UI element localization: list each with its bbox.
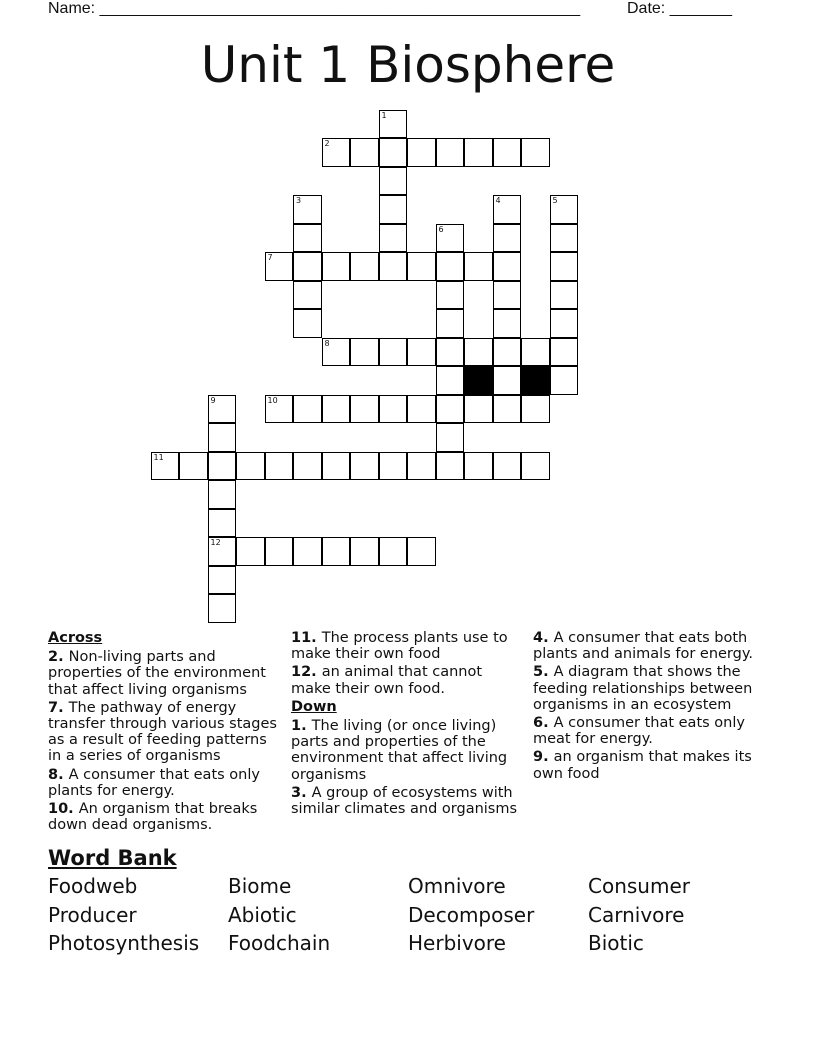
crossword-cell[interactable]	[208, 509, 237, 538]
crossword-cell[interactable]	[436, 138, 465, 167]
clue-item	[533, 630, 765, 662]
crossword-cell[interactable]	[236, 452, 265, 481]
word-bank-word: Omnivore	[408, 874, 506, 898]
crossword-cell[interactable]	[521, 452, 550, 481]
crossword-cell[interactable]	[436, 452, 465, 481]
crossword-cell[interactable]	[521, 338, 550, 367]
clue-number: 1	[381, 110, 387, 120]
clue-item	[291, 785, 523, 817]
crossword-cell[interactable]	[436, 309, 465, 338]
clue-number: 4	[495, 196, 501, 205]
crossword-cell[interactable]	[350, 252, 379, 281]
crossword-cell[interactable]	[436, 252, 465, 281]
clue-item	[533, 715, 765, 747]
clue-item	[48, 767, 280, 799]
crossword-cell[interactable]	[208, 566, 237, 595]
crossword-cell[interactable]	[208, 452, 237, 481]
clue-number: 9.	[533, 749, 554, 766]
clue-item	[48, 801, 280, 833]
crossword-cell[interactable]	[379, 195, 408, 224]
clue-item	[291, 664, 523, 696]
crossword-cell[interactable]	[236, 537, 265, 566]
crossword-cell[interactable]	[436, 366, 465, 395]
clue-number: 2.	[48, 649, 69, 666]
crossword-cell[interactable]	[350, 452, 379, 481]
crossword-cell[interactable]	[436, 281, 465, 310]
clue-text: A consumer that eats both plants and animals for energy.	[533, 630, 753, 663]
word-bank-word: Abiotic	[228, 903, 297, 927]
word-bank-word: Consumer	[588, 874, 690, 898]
crossword-cell[interactable]	[208, 423, 237, 452]
clue-text: A consumer that eats only plants for energy.	[48, 766, 260, 799]
crossword-cell[interactable]	[208, 395, 237, 424]
clue-item	[48, 649, 280, 698]
crossword-cell[interactable]	[293, 452, 322, 481]
crossword-cell[interactable]	[350, 537, 379, 566]
crossword-cell[interactable]	[379, 395, 408, 424]
word-bank-word: Photosynthesis	[48, 931, 200, 955]
word-bank-title: Word Bank	[48, 846, 177, 870]
clue-number: 3	[296, 196, 302, 205]
crossword-cell[interactable]	[493, 252, 522, 281]
crossword-cell[interactable]	[550, 224, 579, 253]
word-bank-word: Foodchain	[228, 931, 331, 955]
crossword-cell[interactable]	[464, 252, 493, 281]
crossword-cell[interactable]	[550, 338, 579, 367]
crossword-cell[interactable]	[208, 480, 237, 509]
clues-column-2	[291, 630, 523, 819]
clue-number: 6.	[533, 715, 554, 732]
crossword-cell[interactable]	[350, 395, 379, 424]
crossword-cell[interactable]	[293, 537, 322, 566]
crossword-cell[interactable]	[407, 252, 436, 281]
clue-number: 7	[267, 253, 273, 262]
clue-number: 5	[552, 196, 558, 205]
crossword-cell[interactable]	[151, 452, 180, 481]
across-heading: Across	[48, 630, 103, 646]
clue-text: The living (or once living) parts and properties of the environment that affect living organisms	[291, 718, 508, 783]
crossword-block-cell	[464, 366, 493, 395]
crossword-cell[interactable]	[493, 224, 522, 253]
clue-item	[533, 749, 765, 781]
crossword-cell[interactable]	[379, 452, 408, 481]
crossword-cell[interactable]	[493, 281, 522, 310]
clue-item	[533, 664, 765, 713]
clue-number: 8.	[48, 766, 69, 783]
crossword-cell[interactable]	[379, 537, 408, 566]
crossword-cell[interactable]	[493, 366, 522, 395]
crossword-cell[interactable]	[436, 224, 465, 253]
date-field-label[interactable]: Date: _______	[627, 0, 732, 17]
clue-number: 10.	[48, 801, 79, 818]
crossword-cell[interactable]	[550, 195, 579, 224]
clue-item	[48, 700, 280, 765]
crossword-cell[interactable]	[265, 252, 294, 281]
crossword-cell[interactable]	[493, 452, 522, 481]
clue-number: 8	[324, 338, 330, 348]
crossword-cell[interactable]	[521, 395, 550, 424]
across-clue-list	[48, 649, 280, 833]
clue-text: A diagram that shows the feeding relationships between organisms in an ecosystem	[533, 664, 753, 713]
name-field-label[interactable]: Name: ______________________________________________________	[48, 0, 581, 17]
crossword-cell[interactable]	[493, 309, 522, 338]
crossword-cell[interactable]	[550, 309, 579, 338]
crossword-cell[interactable]	[322, 252, 351, 281]
crossword-cell[interactable]	[379, 338, 408, 367]
clues-column-3	[533, 630, 765, 784]
clue-number: 7.	[48, 699, 69, 716]
crossword-cell[interactable]	[464, 138, 493, 167]
clues-column-1	[48, 630, 280, 835]
clue-number: 5.	[533, 664, 554, 681]
down-clue-list	[291, 718, 523, 817]
crossword-cell[interactable]	[265, 452, 294, 481]
word-bank-word: Herbivore	[408, 931, 506, 955]
clue-text: A group of ecosystems with similar climates and organisms	[291, 784, 518, 818]
word-bank-word: Biotic	[588, 931, 644, 955]
clue-number: 1.	[291, 718, 312, 735]
crossword-cell[interactable]	[322, 138, 351, 167]
across-clue-list-cont	[291, 630, 523, 697]
crossword-cell[interactable]	[293, 281, 322, 310]
page-title: Unit 1 Biosphere	[200, 36, 616, 94]
crossword-cell[interactable]	[493, 395, 522, 424]
clue-text: A consumer that eats only meat for energy.	[533, 715, 745, 748]
crossword-cell[interactable]	[379, 138, 408, 167]
crossword-cell[interactable]	[493, 195, 522, 224]
clue-item	[291, 718, 523, 783]
crossword-cell[interactable]	[322, 338, 351, 367]
crossword-cell[interactable]	[208, 594, 237, 623]
clue-text: an organism that makes its own food	[533, 749, 752, 782]
crossword-cell[interactable]	[493, 338, 522, 367]
word-bank-word: Biome	[228, 874, 292, 898]
crossword-cell[interactable]	[436, 338, 465, 367]
crossword-cell[interactable]	[350, 338, 379, 367]
crossword-cell[interactable]	[407, 138, 436, 167]
crossword-cell[interactable]	[322, 452, 351, 481]
down-clue-list-cont	[533, 630, 765, 782]
crossword-cell[interactable]	[464, 395, 493, 424]
word-bank-word: Carnivore	[588, 903, 685, 927]
crossword-cell[interactable]	[521, 138, 550, 167]
crossword-cell[interactable]	[407, 338, 436, 367]
crossword-cell[interactable]	[293, 252, 322, 281]
crossword-cell[interactable]	[379, 224, 408, 253]
clue-text: The pathway of energy transfer through various stages as a result of feeding patterns in a series of organisms	[48, 699, 277, 765]
crossword-cell[interactable]	[407, 452, 436, 481]
crossword-cell[interactable]	[322, 395, 351, 424]
clue-number: 9	[210, 395, 216, 405]
crossword-cell[interactable]	[322, 537, 351, 566]
crossword-cell[interactable]	[550, 281, 579, 310]
crossword-cell[interactable]	[493, 138, 522, 167]
clue-number: 11.	[291, 630, 322, 646]
crossword-cell[interactable]	[436, 395, 465, 424]
crossword-cell[interactable]	[379, 252, 408, 281]
clue-number: 10	[267, 395, 278, 405]
clue-number: 2	[324, 139, 330, 148]
clue-text: Non-living parts and properties of the environment that affect living organisms	[48, 649, 266, 698]
clue-text: An organism that breaks down dead organisms.	[48, 801, 258, 834]
crossword-cell[interactable]	[407, 395, 436, 424]
crossword-cell[interactable]	[550, 366, 579, 395]
crossword-cell[interactable]	[293, 224, 322, 253]
clue-number: 11	[153, 452, 164, 462]
crossword-cell[interactable]	[265, 395, 294, 424]
crossword-cell[interactable]	[208, 537, 237, 566]
clue-number: 12.	[291, 664, 322, 681]
clue-number: 12	[210, 538, 221, 547]
crossword-cell[interactable]	[350, 138, 379, 167]
crossword-cell[interactable]	[464, 338, 493, 367]
crossword-cell[interactable]	[464, 452, 493, 481]
clue-text: an animal that cannot make their own food.	[291, 664, 483, 697]
down-heading: Down	[291, 698, 337, 715]
word-bank-word: Producer	[48, 903, 137, 927]
word-bank-word: Foodweb	[48, 874, 138, 898]
crossword-cell[interactable]	[379, 167, 408, 196]
crossword-cell[interactable]	[293, 309, 322, 338]
crossword-cell[interactable]	[293, 195, 322, 224]
crossword-cell[interactable]	[379, 110, 408, 139]
crossword-cell[interactable]	[265, 537, 294, 566]
clue-item	[291, 630, 523, 662]
word-bank-word: Decomposer	[408, 903, 535, 927]
crossword-cell[interactable]	[179, 452, 208, 481]
clue-number: 3.	[291, 784, 312, 801]
clue-text: The process plants use to make their own food	[291, 630, 508, 663]
crossword-cell[interactable]	[550, 252, 579, 281]
crossword-block-cell	[521, 366, 550, 395]
clue-number: 6	[438, 224, 444, 234]
crossword-cell[interactable]	[293, 395, 322, 424]
clue-number: 4.	[533, 630, 554, 646]
crossword-cell[interactable]	[407, 537, 436, 566]
crossword-cell[interactable]	[436, 423, 465, 452]
